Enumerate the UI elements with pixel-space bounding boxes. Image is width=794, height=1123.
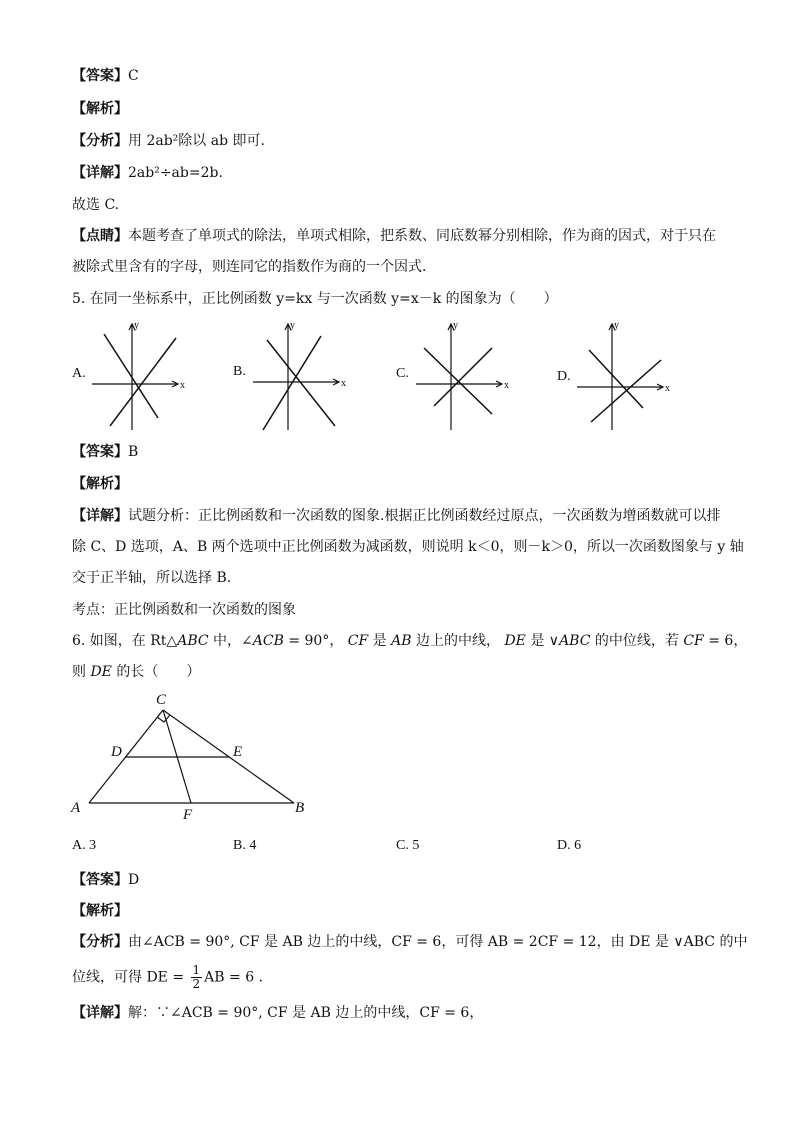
- q5-option-c: [396, 318, 516, 433]
- line-linear: [110, 338, 176, 426]
- y-axis-label: y: [290, 320, 295, 331]
- q4-fenxi-line: [72, 131, 265, 151]
- q6-analysis-line: [72, 901, 128, 921]
- x-axis-label: x: [504, 380, 509, 391]
- analysis-tag: 【解析】: [72, 903, 128, 919]
- q5-option-label: D.: [557, 369, 571, 384]
- fraction-one-half: [191, 964, 203, 991]
- q4-dianjing-line1: [72, 226, 716, 246]
- xiangjie-text: 解：∵∠ACB = 90°, CF 是 AB 边上的中线，CF = 6，: [128, 1005, 484, 1021]
- stem-text: 则: [72, 664, 91, 680]
- fenxi-text: 用 2ab²除以 ab 即可.: [128, 133, 265, 149]
- q5-option-label: A.: [72, 366, 86, 381]
- answer-value: B: [128, 444, 139, 460]
- q6-option-d: D. 6: [557, 838, 582, 853]
- stem-text: = 6，: [703, 633, 748, 649]
- xiangjie-tag: 【详解】: [72, 508, 128, 524]
- q5-detail-line3: 交于正半轴，所以选择 B.: [72, 570, 232, 586]
- fraction-numerator: 1: [192, 963, 201, 977]
- stem-text: 是 ∨: [525, 633, 560, 649]
- q5-kaodian: 考点：正比例函数和一次函数的图象: [72, 602, 296, 618]
- y-axis-label: y: [614, 320, 619, 331]
- line-proportional: [104, 334, 158, 418]
- detail-text1: 试题分析：正比例函数和一次函数的图象.根据正比例函数经过原点，一次函数为增函数就可以排: [128, 508, 721, 524]
- stem-text: 的长（ ）: [111, 664, 201, 680]
- q4-analysis-line: [72, 99, 128, 119]
- q5-graph: [72, 318, 192, 433]
- answer-value: C: [128, 68, 139, 84]
- q4-answer-line: [72, 66, 139, 86]
- stem-var: DE: [90, 664, 112, 680]
- answer-tag: 【答案】: [72, 444, 128, 460]
- stem-var: CF: [683, 633, 704, 649]
- xiangjie-text: 2ab²÷ab=2b.: [128, 165, 223, 181]
- line-proportional: [263, 336, 321, 430]
- label-f: F: [183, 807, 193, 823]
- stem-var: ABC: [559, 633, 591, 649]
- q5-option-label: B.: [233, 364, 246, 379]
- q5-option-d: [557, 318, 677, 433]
- q4-xiangjie-line: [72, 163, 223, 183]
- q6-answer-line: [72, 870, 139, 890]
- stem-text: 的中位线，若: [590, 633, 684, 649]
- q6-xiangjie-line: [72, 1003, 483, 1023]
- analysis-tag: 【解析】: [72, 101, 128, 117]
- fenxi-text3: AB = 6 .: [204, 969, 264, 986]
- q5-answer-line: [72, 442, 138, 462]
- stem-text: 中，∠: [208, 633, 253, 649]
- q5-detail-line2: 除 C、D 选项，A、B 两个选项中正比例函数为减函数，则说明 k＜0，则－k＞0，所以一次函数图象与 y 轴: [72, 539, 744, 555]
- stem-var: ACB: [252, 633, 284, 649]
- x-axis-label: x: [665, 383, 670, 394]
- fenxi-tag: 【分析】: [72, 133, 128, 149]
- label-c: C: [156, 692, 167, 708]
- q5-stem: 5. 在同一坐标系中，正比例函数 y=kx 与一次函数 y=x－k 的图象为（ ）: [72, 291, 558, 307]
- label-d: D: [111, 744, 122, 760]
- q6-option-c: C. 5: [396, 838, 420, 853]
- label-e: E: [233, 744, 243, 760]
- stem-text: 6. 如图，在 Rt△: [72, 633, 178, 649]
- q6-stem-line1: [72, 631, 747, 651]
- y-axis-label: y: [453, 320, 458, 331]
- q6-fenxi-line1: [72, 932, 747, 952]
- answer-tag: 【答案】: [72, 68, 128, 84]
- q5-option-a: [72, 318, 192, 433]
- q5-option-b: [233, 318, 353, 433]
- q5-analysis-line: [72, 474, 128, 494]
- analysis-tag: 【解析】: [72, 476, 128, 492]
- q5-graph: [557, 318, 677, 433]
- q6-triangle-figure: [66, 688, 326, 828]
- stem-var: AB: [391, 633, 412, 649]
- x-axis-label: x: [341, 378, 346, 389]
- line-linear: [591, 360, 661, 422]
- answer-tag: 【答案】: [72, 872, 128, 888]
- stem-var: DE: [504, 633, 526, 649]
- fenxi-text2: 位线，可得 DE =: [72, 969, 189, 986]
- q5-detail-line1: [72, 506, 720, 526]
- stem-var: ABC: [177, 633, 209, 649]
- q5-option-label: C.: [396, 366, 409, 381]
- dianjing-tag: 【点睛】: [72, 228, 128, 244]
- line-linear: [267, 340, 335, 426]
- q5-graph: [396, 318, 516, 433]
- q4-dianjing-line2: 被除式里含有的字母，则连同它的指数作为商的一个因式.: [72, 259, 427, 275]
- q6-fenxi-line2: [72, 964, 263, 991]
- stem-text: 边上的中线，: [411, 633, 505, 649]
- q6-stem-line2: [72, 662, 200, 682]
- fraction-denominator: 2: [192, 977, 201, 991]
- label-b: B: [295, 800, 305, 816]
- q4-choice-line: 故选 C.: [72, 197, 120, 213]
- y-axis-label: y: [134, 320, 139, 331]
- stem-var: CF: [347, 633, 369, 649]
- stem-text: 是: [368, 633, 392, 649]
- x-axis-label: x: [180, 380, 185, 391]
- xiangjie-tag: 【详解】: [72, 165, 128, 181]
- stem-text: = 90°，: [283, 633, 348, 649]
- line-proportional: [434, 348, 492, 406]
- fenxi-tag: 【分析】: [72, 934, 128, 950]
- label-a: A: [71, 800, 81, 816]
- xiangjie-tag: 【详解】: [72, 1005, 128, 1021]
- q6-option-b: B. 4: [233, 838, 257, 853]
- q5-graph: [233, 318, 353, 433]
- fenxi-text1: 由∠ACB = 90°, CF 是 AB 边上的中线，CF = 6，可得 AB = 2CF = 12，由 DE 是 ∨ABC 的中: [128, 934, 748, 950]
- answer-value: D: [128, 872, 140, 888]
- q6-option-a: A. 3: [72, 838, 97, 853]
- dianjing-text1: 本题考查了单项式的除法，单项式相除，把系数、同底数幂分别相除，作为商的因式，对于只在: [128, 228, 716, 244]
